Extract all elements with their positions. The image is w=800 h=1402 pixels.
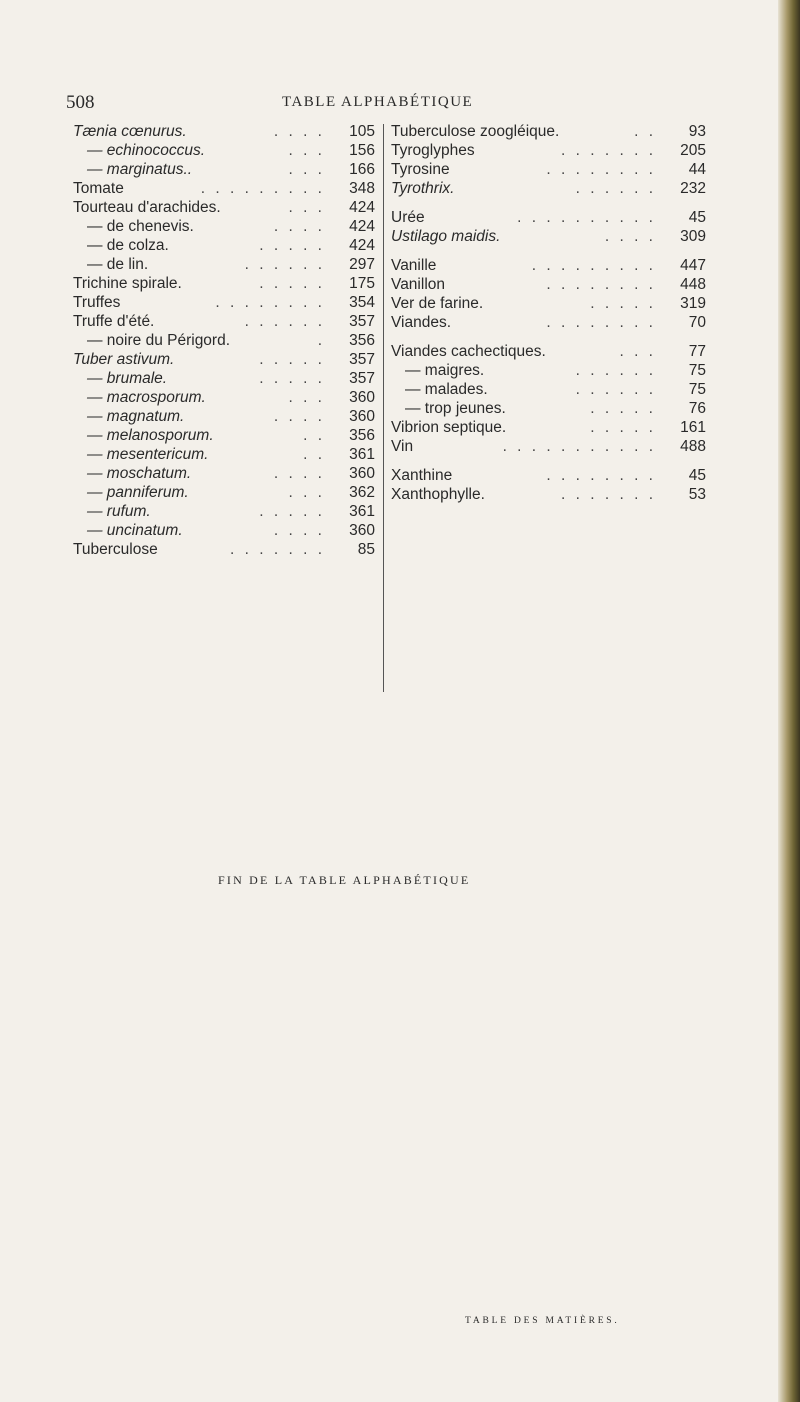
index-entry-term: — melanosporum. [87,427,214,444]
index-entry-page: 357 [349,370,375,387]
index-entry-page: 93 [688,123,706,140]
index-entry-term: Tuberculose zoogléique. [391,123,560,140]
index-entry-term: — moschatum. [87,465,192,482]
index-entry-page: 348 [349,180,375,197]
index-entry-term: Vanille [391,257,437,274]
end-of-table-note: FIN DE LA TABLE ALPHABÉTIQUE [218,873,471,887]
dot-leader: . . . . [273,408,325,425]
index-entry [73,236,375,255]
index-entry [391,485,706,504]
page-number: 508 [66,92,95,113]
index-entry-page: 319 [680,295,706,312]
index-entry-term: Truffes [73,294,121,311]
index-entry-page: 70 [688,314,706,331]
index-entry-page: 85 [357,541,375,558]
index-entry [391,313,706,332]
index-entry [73,160,375,179]
index-entry-term: Ver de farine. [391,295,484,312]
index-entry [391,466,706,485]
index-entry-term: — de lin. [87,256,149,273]
index-entry-page: 362 [349,484,375,501]
index-entry-page: 357 [349,351,375,368]
index-entry [391,399,706,418]
dot-leader: . . . [288,161,325,178]
index-entry-page: 161 [680,419,706,436]
index-entry-term: Tyrothrix. [391,180,455,197]
index-entry-term: Xanthophylle. [391,486,485,503]
index-entry-term: Viandes. [391,314,452,331]
index-entry [73,483,375,502]
entry-group-gap [391,198,706,208]
index-entry-term: — magnatum. [87,408,185,425]
dot-leader: . . . . [604,228,656,245]
dot-leader: . . . [288,484,325,501]
index-entry-page: 45 [688,467,706,484]
index-entry [391,294,706,313]
index-entry [73,255,375,274]
index-entry [73,388,375,407]
index-entry [391,418,706,437]
dot-leader: . . . . . . . . . [531,257,656,274]
index-entry-term: — brumale. [87,370,168,387]
index-entry-term: Vanillon [391,276,446,293]
index-entry [391,361,706,380]
dot-leader: . . . . . . . [561,486,656,503]
index-entry-page: 354 [349,294,375,311]
dot-leader: . . [303,446,325,463]
dot-leader: . . . . . . [575,180,656,197]
index-entry [73,312,375,331]
index-entry-page: 76 [688,400,706,417]
dot-leader: . . . [619,343,656,360]
index-entry-page: 77 [688,343,706,360]
dot-leader: . . . . . [259,275,325,292]
dot-leader: . . . . . . . . . [200,180,325,197]
index-entry [73,274,375,293]
index-entry-term: Xanthine [391,467,453,484]
index-entry [73,369,375,388]
index-entry-page: 488 [680,438,706,455]
entry-group-gap [391,456,706,466]
index-entry-term: Tuberculose [73,541,158,558]
index-entry-term: — uncinatum. [87,522,183,539]
index-entry-term: — de chenevis. [87,218,194,235]
index-entry [73,407,375,426]
dot-leader: . . . . . [590,400,656,417]
page-header [66,92,706,118]
index-entry-term: Tuber astivum. [73,351,175,368]
index-entry [391,437,706,456]
index-entry-page: 447 [680,257,706,274]
dot-leader: . . . . . . . [561,142,656,159]
index-entry [391,122,706,141]
index-entry [73,350,375,369]
index-entry-term: Trichine spirale. [73,275,182,292]
index-entry-term: — macrosporum. [87,389,206,406]
dot-leader: . . . . . [259,351,325,368]
index-entry-term: Truffe d'été. [73,313,155,330]
index-entry-page: 360 [349,465,375,482]
index-entry-term: — trop jeunes. [405,400,506,417]
dot-leader: . . [303,427,325,444]
index-entry-page: 232 [680,180,706,197]
index-entry-page: 356 [349,332,375,349]
dot-leader: . . . . [273,522,325,539]
index-entry-term: Tomate [73,180,124,197]
dot-leader: . . . . . . . . [546,161,656,178]
index-entry-term: Ustilago maidis. [391,228,501,245]
index-entry-term: Vibrion septique. [391,419,507,436]
index-entry-page: 75 [688,381,706,398]
column-divider [383,124,384,692]
index-entry [391,179,706,198]
index-entry-term: — de colza. [87,237,169,254]
dot-leader: . . . . [273,123,325,140]
index-entry [73,426,375,445]
dot-leader: . . . [288,142,325,159]
dot-leader: . . . . . . . . . . [517,209,656,226]
index-entry [391,275,706,294]
index-entry [73,179,375,198]
index-entry-term: Urée [391,209,425,226]
index-entry [73,540,375,559]
dot-leader: . . . . . . [575,362,656,379]
index-entry-page: 424 [349,218,375,235]
index-entry [391,256,706,275]
dot-leader: . . . . . . . . . . . [502,438,656,455]
dot-leader: . . . . . . . [230,541,325,558]
dot-leader: . . [634,123,656,140]
dot-leader: . . . . . . . . [546,467,656,484]
dot-leader: . . . . . [259,503,325,520]
dot-leader: . . . . . [590,295,656,312]
index-entry-page: 297 [349,256,375,273]
index-entry-term: — malades. [405,381,488,398]
index-entry-term: Vin [391,438,414,455]
entry-group-gap [391,332,706,342]
index-entry-page: 360 [349,389,375,406]
index-entry [73,502,375,521]
footer-note: TABLE DES MATIÈRES. [465,1316,620,1326]
index-entry-page: 424 [349,199,375,216]
dot-leader: . . . [288,199,325,216]
index-entry-page: 45 [688,209,706,226]
dot-leader: . . . . [273,465,325,482]
index-entry [73,217,375,236]
index-entry-page: 357 [349,313,375,330]
index-entry-term: — panniferum. [87,484,189,501]
index-entry-term: Tourteau d'arachides. [73,199,221,216]
index-entry [73,464,375,483]
index-entry [73,331,375,350]
dot-leader: . . . . [273,218,325,235]
index-entry [391,160,706,179]
index-entry-page: 205 [680,142,706,159]
dot-leader: . . . . . . [575,381,656,398]
dot-leader: . . . . . [590,419,656,436]
index-entry-term: — echinococcus. [87,142,206,159]
dot-leader: . . . . . [259,370,325,387]
index-entry [391,380,706,399]
index-entry-page: 361 [349,503,375,520]
index-entry-term: Viandes cachectiques. [391,343,546,360]
dot-leader: . . . . . [259,237,325,254]
dot-leader: . . . . . . [244,256,325,273]
index-entry-page: 53 [688,486,706,503]
index-entry-page: 105 [349,123,375,140]
page-binding-edge [778,0,800,1402]
index-entry [73,521,375,540]
index-entry-term: — marginatus.. [87,161,193,178]
running-title: TABLE ALPHABÉTIQUE [282,94,474,110]
index-entry [391,342,706,361]
entry-group-gap [391,246,706,256]
index-entry-page: 448 [680,276,706,293]
index-entry-page: 166 [349,161,375,178]
index-entry-term: Tænia cœnurus. [73,123,187,140]
index-entry-term: — mesentericum. [87,446,209,463]
dot-leader: . . . . . . . . [546,314,656,331]
index-entry-page: 361 [349,446,375,463]
dot-leader: . . . . . . . . [215,294,325,311]
index-entry [391,141,706,160]
index-entry [73,445,375,464]
index-entry [391,227,706,246]
index-entry-page: 309 [680,228,706,245]
index-entry-page: 75 [688,362,706,379]
index-column-left [73,122,375,559]
index-entry-page: 44 [688,161,706,178]
index-entry-page: 356 [349,427,375,444]
index-column-right [391,122,706,504]
index-entry-page: 360 [349,522,375,539]
dot-leader: . . . . . . [244,313,325,330]
index-entry-term: — maigres. [405,362,485,379]
dot-leader: . . . [288,389,325,406]
index-entry [73,198,375,217]
index-entry [73,293,375,312]
index-entry-term: Tyroglyphes [391,142,475,159]
dot-leader: . . . . . . . . [546,276,656,293]
index-entry-page: 424 [349,237,375,254]
index-entry-term: — rufum. [87,503,151,520]
index-entry [73,122,375,141]
index-entry [391,208,706,227]
dot-leader: . [317,332,325,349]
index-entry-term: — noire du Périgord. [87,332,231,349]
index-entry-page: 175 [349,275,375,292]
index-entry-term: Tyrosine [391,161,450,178]
index-entry-page: 156 [349,142,375,159]
index-entry [73,141,375,160]
index-entry-page: 360 [349,408,375,425]
